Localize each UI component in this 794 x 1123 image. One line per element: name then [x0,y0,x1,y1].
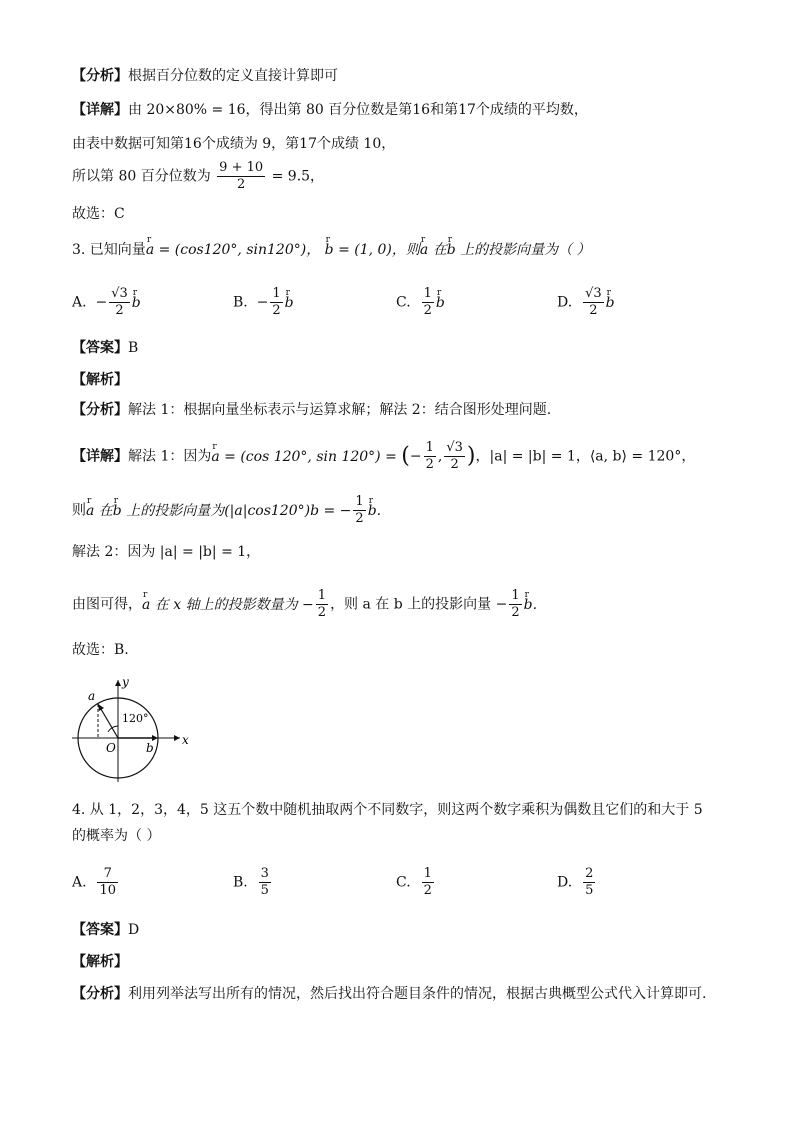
choose-c-line: 故选：C [72,206,125,222]
q4-answer: 【答案】D [72,922,140,938]
q4-jiexi: 【解析】 [72,954,128,970]
q3-choose: 故选：B. [72,642,129,658]
q3-method2-line: 由图可得，r a 在 x 轴上的投影数量为 − $\frac{1}{2}$ ，则 a 在 b 上的投影向量 − $\frac{1}{2}$ r b. [72,588,537,621]
data-line: 由表中数据可知第16个成绩为 9，第17个成绩 10， [72,136,396,152]
q4-fenxi: 【分析】利用列举法写出所有的情况，然后找出符合题目条件的情况，根据古典概型公式代入计算即可. [72,986,707,1002]
detail-tag: 【详解】 [72,102,128,118]
q4-option-d: D. $\frac{2}{5}$ [557,866,594,898]
percentile-pre: 所以第 80 百分位数为 [72,168,211,185]
q3-option-b: B. − $\frac{1}{2}$ r b [233,286,294,319]
analysis-tag: 【分析】 [72,68,128,84]
q4-option-b: B. $\frac{3}{5}$ [233,866,269,898]
vec-a-def: r a = (cos120°, sin120°)， [146,240,320,260]
q3-fenxi: 【分析】解法 1：根据向量坐标表示与运算求解；解法 2：结合图形处理问题. [72,402,552,418]
q4-option-c: C. $\frac{1}{2}$ [396,866,432,898]
q3-method2: 解法 2：因为 |a| = |b| = 1， [72,544,261,560]
q3-option-c: C. $\frac{1}{2}$ r b [396,286,445,319]
q4-stem-2: 的概率为（ ） [72,828,161,844]
detail-line [72,100,588,120]
b-label: b [146,741,154,755]
detail-text: 由 20×80% = 16，得出第 80 百分位数是第16和第17个成绩的平均数， [128,102,588,118]
q3-option-a: A. − $\frac{√3}{2}$ r b [72,286,141,319]
analysis-line [72,66,338,86]
half-fraction: $\frac{1}{2}$ [425,440,434,472]
root3-fraction: $\frac{√3}{2}$ [446,440,463,472]
q3-jiexi: 【解析】 [72,372,128,388]
percentile-line [72,160,324,193]
x-label: x [182,733,189,747]
q4-stem-1: 4. 从 1，2，3，4，5 这五个数中随机抽取两个不同数字，则这两个数字乘积为偶数且它们的和大于 5 [72,802,703,818]
q4-option-a: A. $\frac{7}{10}$ [72,866,117,898]
angle-label: 120° [122,712,149,725]
a-label: a [88,689,96,703]
origin-label: O [106,741,116,755]
q3-projection-line: 则r a 在r b 上的投影向量为(|a|cos120°)b = − $\frac{1}{2}$ r b. [72,494,381,527]
q3-detail: 【详解】解法 1：因为r a = (cos 120°, sin 120°) = (− $\frac{1}{2}$ , $\frac{√3}{2}$ )，|a| = |b| = 1，⟨a, b⟩ = 120°， [72,440,695,473]
q3-answer: 【答案】B [72,340,139,356]
y-axis-arrow [115,680,121,686]
x-axis-arrow [174,735,180,741]
q3-option-d: D. $\frac{√3}{2}$ r b [557,286,615,319]
y-label: y [122,675,129,689]
percentile-fraction: $\frac{9 + 10}{2}$ [219,160,264,192]
percentile-post: = 9.5， [271,168,325,185]
vec-b-def: r b = (1, 0)，则 [325,240,420,260]
unit-circle-diagram [68,674,198,784]
analysis-text: 根据百分位数的定义直接计算即可 [128,68,338,84]
q3-stem: 3. 已知向量r a = (cos120°, sin120°)， r b = (1, 0)，则r a 在r b 上的投影向量为（ ） [72,240,591,260]
